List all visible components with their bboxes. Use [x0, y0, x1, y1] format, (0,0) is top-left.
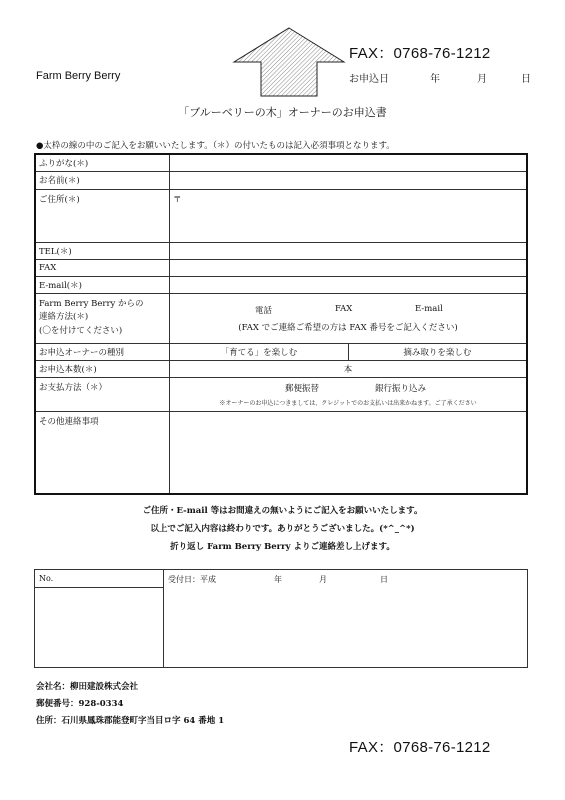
- furigana-field[interactable]: [170, 154, 528, 171]
- company-address: 住所：石川県鳳珠郡能登町字当目ロ字 64 番地 1: [36, 716, 225, 726]
- fax-number-top: FAX：0768-76-1212: [349, 45, 491, 62]
- furigana-label: ふりがな(＊): [35, 154, 170, 171]
- tel-field[interactable]: [170, 242, 528, 259]
- up-arrow-icon: [232, 26, 346, 98]
- received-day-label: 日: [380, 575, 388, 584]
- name-label: お名前(＊): [35, 171, 170, 189]
- received-year-label: 年: [274, 575, 282, 584]
- postal-mark: 〒: [173, 194, 182, 205]
- owner-option-pick[interactable]: 摘み取りを楽しむ: [348, 343, 527, 360]
- quantity-label: お申込本数(＊): [35, 360, 170, 377]
- payment-note: ※オーナーのお申込につきましては、クレジットでのお支払いは出来かねます。ご了承ください: [219, 399, 477, 407]
- application-date-label: お申込日: [349, 74, 389, 85]
- payment-option-postal[interactable]: 郵便振替: [285, 383, 320, 394]
- form-title: 「ブルーベリーの木」オーナーのお申込書: [178, 106, 387, 119]
- other-notes-field[interactable]: [170, 411, 528, 494]
- closing-message-3: 折り返し Farm Berry Berry よりご連絡差し上げます。: [170, 542, 395, 552]
- application-year-label: 年: [430, 74, 440, 85]
- record-no-label: No.: [35, 570, 164, 588]
- office-record-table: [34, 569, 528, 668]
- company-postal-code: 郵便番号：928-0334: [36, 699, 124, 709]
- application-day-label: 日: [521, 74, 531, 85]
- quantity-unit: 本: [343, 364, 353, 375]
- received-month-label: 月: [319, 575, 327, 584]
- closing-message-1: ご住所・E-mail 等はお間違えの無いようにご記入をお願いいたします。: [142, 506, 423, 516]
- email-field[interactable]: [170, 276, 528, 293]
- record-no-field[interactable]: [35, 588, 164, 668]
- payment-field[interactable]: [170, 377, 528, 411]
- application-form-table: [34, 153, 528, 495]
- email-label: E-mail(＊): [35, 276, 170, 293]
- payment-label: お支払方法（＊）: [35, 377, 170, 411]
- owner-option-grow[interactable]: 「育てる」を楽しむ: [170, 343, 349, 360]
- fax-label: FAX: [35, 259, 170, 276]
- contact-method-field[interactable]: [170, 293, 528, 343]
- instruction-notice: ●太枠の線の中のご記入をお願いいたします。（＊）の付いたものは記入必須事項となります。: [36, 141, 395, 151]
- closing-message-2: 以上でご記入内容は終わりです。ありがとうございました。(*^_^*): [150, 524, 415, 534]
- fax-field[interactable]: [170, 259, 528, 276]
- contact-method-label: Farm Berry Berry からの 連絡方法(＊) (〇を付けてください): [35, 293, 170, 343]
- record-received-cell: [164, 570, 528, 668]
- name-field[interactable]: [170, 171, 528, 189]
- contact-option-phone[interactable]: 電話: [255, 305, 273, 316]
- received-date-label: 受付日：平成: [168, 575, 216, 584]
- other-notes-label: その他連絡事項: [35, 411, 170, 494]
- tel-label: TEL(＊): [35, 242, 170, 259]
- owner-type-label: お申込オーナーの種別: [35, 343, 170, 360]
- payment-option-bank[interactable]: 銀行振り込み: [375, 383, 427, 394]
- contact-option-fax[interactable]: FAX: [335, 303, 353, 314]
- brand-name: Farm Berry Berry: [36, 70, 121, 82]
- fax-number-bottom: FAX：0768-76-1212: [349, 739, 491, 756]
- contact-option-email[interactable]: E-mail: [415, 303, 443, 314]
- address-field[interactable]: [170, 189, 528, 242]
- address-label: ご住所(＊): [35, 189, 170, 242]
- contact-note: (FAX でご連絡ご希望の方は FAX 番号をご記入ください): [238, 322, 458, 333]
- application-month-label: 月: [477, 74, 487, 85]
- quantity-field[interactable]: [170, 360, 528, 377]
- company-name: 会社名：柳田建設株式会社: [36, 682, 139, 692]
